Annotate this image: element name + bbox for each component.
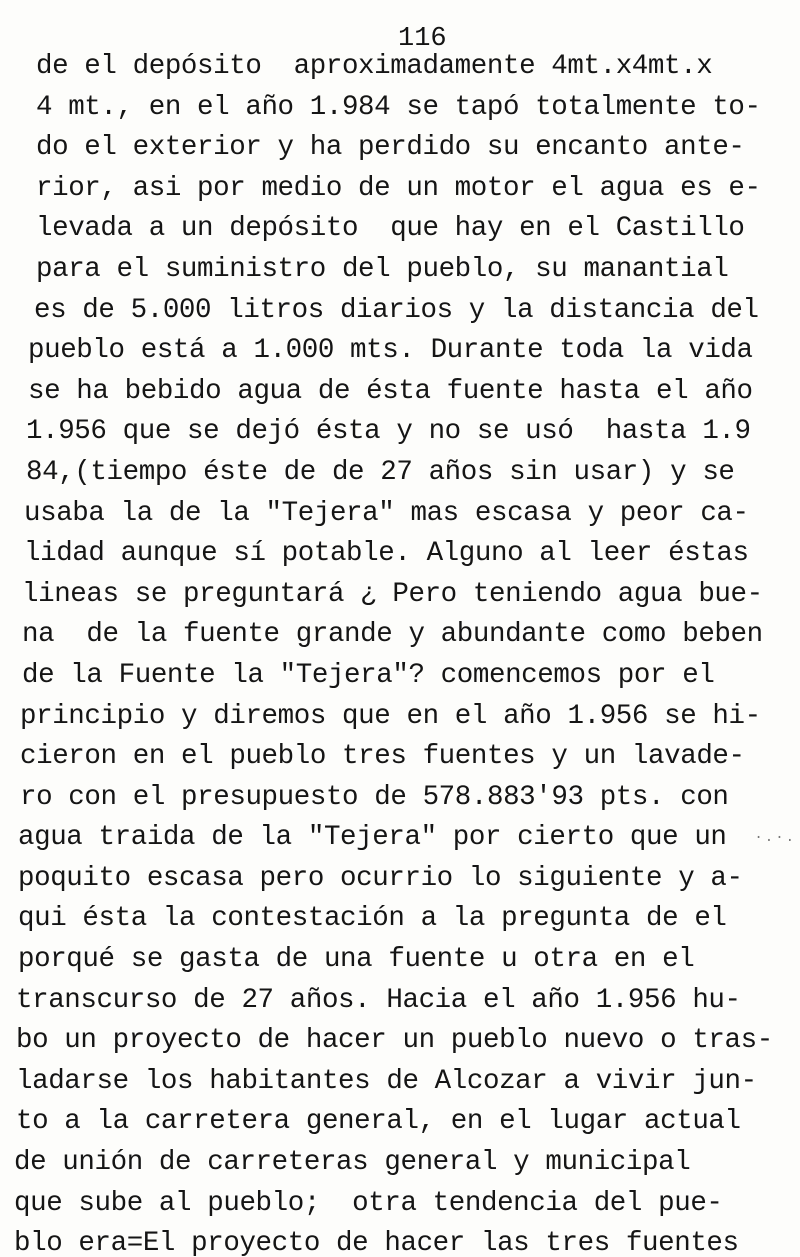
text-line: 1.956 que se dejó ésta y no se usó hasta 1.9: [26, 416, 751, 448]
typewritten-text-body: [0, 47, 800, 1257]
text-line: ro con el presupuesto de 578.883'93 pts. con: [20, 781, 729, 813]
text-line: to a la carretera general, en el lugar actual: [16, 1106, 741, 1138]
text-line: es de 5.000 litros diarios y la distancia del: [34, 294, 759, 326]
text-line: blo era=El proyecto de hacer las tres fuentes: [14, 1228, 739, 1257]
text-line: ladarse los habitantes de Alcozar a vivir jun-: [16, 1065, 757, 1097]
text-line: qui ésta la contestación a la pregunta de el: [18, 903, 727, 935]
text-line: pueblo está a 1.000 mts. Durante toda la vida: [28, 335, 753, 367]
page-number: 116: [398, 24, 447, 54]
text-line: principio y diremos que en el año 1.956 se hi-: [20, 700, 761, 732]
text-line: que sube al pueblo; otra tendencia del pue-: [14, 1187, 723, 1219]
text-line: se ha bebido agua de ésta fuente hasta el año: [28, 375, 753, 407]
text-line: transcurso de 27 años. Hacia el año 1.956 hu-: [16, 984, 741, 1016]
text-line: poquito escasa pero ocurrio lo siguiente y a-: [18, 862, 743, 894]
text-line: porqué se gasta de una fuente u otra en el: [18, 944, 695, 976]
text-line: cieron en el pueblo tres fuentes y un lavade-: [20, 741, 745, 773]
text-line: para el suministro del pueblo, su manantial: [36, 253, 729, 285]
text-line: bo un proyecto de hacer un pueblo nuevo o tras-: [16, 1025, 773, 1057]
scan-edge-dots: ·.·.: [754, 830, 796, 846]
text-line: lineas se preguntará ¿ Pero teniendo agua bue-: [22, 578, 763, 610]
text-line: rior, asi por medio de un motor el agua es e-: [36, 172, 761, 204]
text-line: do el exterior y ha perdido su encanto ante-: [36, 132, 745, 164]
text-line: na de la fuente grande y abundante como beben: [22, 619, 763, 651]
text-line: lidad aunque sí potable. Alguno al leer éstas: [24, 538, 749, 570]
text-line: 84,(tiempo éste de de 27 años sin usar) y se: [26, 456, 735, 488]
text-line: levada a un depósito que hay en el Castillo: [36, 213, 745, 245]
text-line: de el depósito aproximadamente 4mt.x4mt.x: [36, 51, 713, 82]
text-line: de la Fuente la "Tejera"? comencemos por el: [22, 659, 715, 691]
text-line: usaba la de la "Tejera" mas escasa y peor ca-: [24, 497, 749, 529]
text-line: de unión de carreteras general y municipal: [14, 1147, 691, 1179]
text-line: agua traida de la "Tejera" por cierto que un: [18, 822, 727, 854]
text-line: 4 mt., en el año 1.984 se tapó totalmente to-: [36, 91, 761, 123]
